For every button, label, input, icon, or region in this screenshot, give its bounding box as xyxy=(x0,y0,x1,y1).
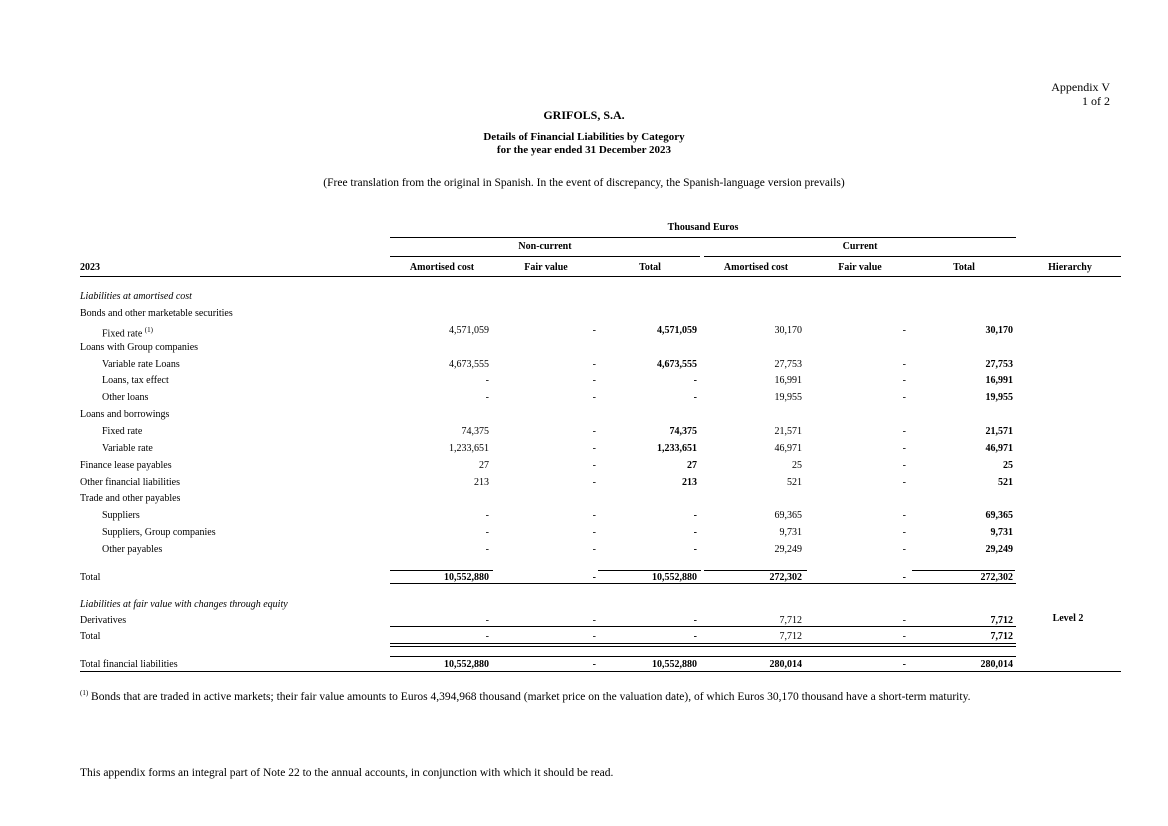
row-label-text: Total xyxy=(80,572,101,583)
table-cell: - xyxy=(592,615,596,626)
divider xyxy=(390,256,700,257)
table-cell: 69,365 xyxy=(985,510,1013,521)
table-cell: - xyxy=(902,375,906,386)
document-title xyxy=(0,131,1168,157)
table-cell: - xyxy=(592,392,596,403)
table-cell: 29,249 xyxy=(985,544,1013,555)
table-cell: - xyxy=(902,572,906,583)
table-cell: - xyxy=(693,375,697,386)
group-loans-borrowings: Loans and borrowings xyxy=(80,409,170,420)
closing-note: This appendix forms an integral part of Note 22 to the annual accounts, in conjunction with which it should be read. xyxy=(80,767,614,779)
row-label-total-fin xyxy=(80,658,178,671)
table-cell: 7,712 xyxy=(779,631,802,642)
table-cell: 9,731 xyxy=(779,527,802,538)
section-amortised-cost: Liabilities at amortised cost xyxy=(80,291,192,302)
table-cell: 10,552,880 xyxy=(652,572,697,583)
table-cell: 1,233,651 xyxy=(657,443,697,454)
table-cell: - xyxy=(485,631,489,642)
footnote-text: Bonds that are traded in active markets; their fair value amounts to Euros 4,394,968 thousand (market price on the valuation date), of which Euros 30,170 thousand have a short-term maturity. xyxy=(88,690,971,703)
table-cell: - xyxy=(902,359,906,370)
divider xyxy=(912,570,1015,571)
table-cell: - xyxy=(902,510,906,521)
col-header-amortised-current: Amortised cost xyxy=(723,262,789,273)
table-cell: - xyxy=(902,659,906,670)
company-name: GRIFOLS, S.A. xyxy=(543,108,625,122)
table-cell: 69,365 xyxy=(774,510,802,521)
table-cell: 16,991 xyxy=(985,375,1013,386)
hierarchy-cell: Level 2 xyxy=(1052,613,1084,624)
appendix-number: Appendix V xyxy=(1051,80,1110,94)
row-label-text: Derivatives xyxy=(80,615,127,626)
row-label-text: Suppliers, Group companies xyxy=(102,527,216,538)
row-label-total-amortised xyxy=(80,571,100,584)
table-cell: 10,552,880 xyxy=(444,572,489,583)
table-cell: - xyxy=(592,477,596,488)
row-label-other-loans xyxy=(102,391,148,404)
table-cell: 46,971 xyxy=(774,443,802,454)
group-bonds: Bonds and other marketable securities xyxy=(80,308,233,319)
group-trade-payables: Trade and other payables xyxy=(80,493,181,504)
table-cell: - xyxy=(693,510,697,521)
col-header-fair-current: Fair value xyxy=(838,262,882,273)
col-header-fair-noncurrent: Fair value xyxy=(524,262,568,273)
table-cell: 46,971 xyxy=(985,443,1013,454)
divider xyxy=(704,570,807,571)
current-header: Current xyxy=(842,241,878,252)
table-cell: - xyxy=(485,544,489,555)
table-cell: 27 xyxy=(687,460,697,471)
row-label-text: Loans, tax effect xyxy=(102,375,169,386)
row-label-derivatives xyxy=(80,614,126,627)
table-cell: - xyxy=(485,527,489,538)
row-label-text: Variable rate xyxy=(102,443,153,454)
appendix-page: 1 of 2 xyxy=(1082,94,1110,108)
row-label-text: Other financial liabilities xyxy=(80,477,180,488)
col-header-amortised-noncurrent: Amortised cost xyxy=(409,262,475,273)
table-cell: - xyxy=(592,375,596,386)
table-cell: - xyxy=(902,460,906,471)
table-cell: - xyxy=(592,510,596,521)
row-label-text: Suppliers xyxy=(102,510,140,521)
row-label-text: Finance lease payables xyxy=(80,460,172,471)
table-cell: - xyxy=(693,615,697,626)
table-cell: - xyxy=(592,527,596,538)
table-cell: - xyxy=(592,544,596,555)
row-label-fixed-rate-bonds xyxy=(102,324,153,340)
group-loans-group: Loans with Group companies xyxy=(80,342,199,353)
table-cell: 21,571 xyxy=(985,426,1013,437)
table-cell: 213 xyxy=(474,477,489,488)
table-cell: - xyxy=(902,544,906,555)
unit-header: Thousand Euros xyxy=(667,222,739,233)
table-cell: 29,249 xyxy=(774,544,802,555)
divider xyxy=(390,583,1016,584)
table-cell: - xyxy=(592,572,596,583)
table-cell: - xyxy=(693,544,697,555)
table-cell: 521 xyxy=(787,477,802,488)
table-cell: - xyxy=(693,631,697,642)
table-cell: - xyxy=(902,615,906,626)
row-label-variable-rate-loans xyxy=(102,358,180,371)
table-cell: - xyxy=(902,443,906,454)
table-cell: - xyxy=(592,426,596,437)
row-label-other-fin xyxy=(80,476,180,489)
table-cell: 19,955 xyxy=(774,392,802,403)
table-cell: 74,375 xyxy=(461,426,489,437)
table-cell: 27,753 xyxy=(985,359,1013,370)
row-label-text: Fixed rate xyxy=(102,328,143,340)
table-cell: 7,712 xyxy=(990,615,1013,626)
table-cell: - xyxy=(693,392,697,403)
divider xyxy=(390,656,1016,657)
divider xyxy=(80,276,1121,277)
row-label-suppliers-group xyxy=(102,526,216,539)
table-cell: 4,673,555 xyxy=(657,359,697,370)
row-label-finance-lease xyxy=(80,459,172,472)
row-footnote-marker: (1) xyxy=(144,326,153,334)
table-cell: 19,955 xyxy=(985,392,1013,403)
row-label-total-fair xyxy=(80,630,100,643)
row-label-loans-tax-effect xyxy=(102,374,169,387)
divider xyxy=(390,643,1016,644)
table-cell: - xyxy=(592,325,596,336)
table-cell: 10,552,880 xyxy=(444,659,489,670)
divider xyxy=(390,646,1016,647)
table-cell: 25 xyxy=(1003,460,1013,471)
row-label-fixed-rate xyxy=(102,425,142,438)
table-cell: - xyxy=(485,615,489,626)
divider xyxy=(598,570,701,571)
title-line-2: for the year ended 31 December 2023 xyxy=(496,144,672,156)
table-cell: - xyxy=(592,659,596,670)
table-cell: - xyxy=(485,375,489,386)
table-cell: - xyxy=(902,392,906,403)
row-label-text: Variable rate Loans xyxy=(102,359,180,370)
table-cell: - xyxy=(592,359,596,370)
row-label-text: Total financial liabilities xyxy=(80,659,178,670)
divider xyxy=(704,256,1121,257)
col-header-total-noncurrent: Total xyxy=(639,262,661,273)
table-cell: 21,571 xyxy=(774,426,802,437)
table-cell: 74,375 xyxy=(669,426,697,437)
table-cell: 7,712 xyxy=(779,615,802,626)
table-cell: 10,552,880 xyxy=(652,659,697,670)
divider xyxy=(390,626,1016,627)
row-label-text: Other payables xyxy=(102,544,163,555)
table-cell: - xyxy=(902,325,906,336)
table-cell: 280,014 xyxy=(769,659,802,670)
table-cell: 9,731 xyxy=(990,527,1013,538)
appendix-label xyxy=(1051,80,1110,108)
table-cell: - xyxy=(902,477,906,488)
col-header-total-current: Total xyxy=(953,262,975,273)
footnote-marker: (1) xyxy=(80,689,89,697)
table-cell: 27 xyxy=(479,460,489,471)
table-cell: 30,170 xyxy=(774,325,802,336)
footnote xyxy=(80,689,970,703)
row-label-text: Total xyxy=(80,631,101,642)
table-cell: 16,991 xyxy=(774,375,802,386)
row-label-variable-rate xyxy=(102,442,153,455)
table-cell: 25 xyxy=(792,460,802,471)
table-cell: 213 xyxy=(682,477,697,488)
table-cell: - xyxy=(902,426,906,437)
title-line-1: Details of Financial Liabilities by Category xyxy=(483,131,685,143)
translation-note: (Free translation from the original in Spanish. In the event of discrepancy, the Spanish-language version prevails) xyxy=(323,177,845,189)
table-cell: 1,233,651 xyxy=(449,443,489,454)
table-cell: - xyxy=(485,392,489,403)
table-cell: - xyxy=(902,527,906,538)
section-fair-value: Liabilities at fair value with changes through equity xyxy=(80,599,288,610)
table-cell: 27,753 xyxy=(774,359,802,370)
table-cell: 30,170 xyxy=(985,325,1013,336)
divider xyxy=(80,671,1121,672)
table-cell: - xyxy=(485,510,489,521)
table-cell: - xyxy=(592,460,596,471)
table-cell: - xyxy=(693,527,697,538)
table-cell: 4,673,555 xyxy=(449,359,489,370)
row-label-text: Other loans xyxy=(102,392,149,403)
row-label-text: Fixed rate xyxy=(102,426,143,437)
divider xyxy=(390,570,493,571)
col-header-hierarchy: Hierarchy xyxy=(1048,262,1092,273)
table-cell: 7,712 xyxy=(990,631,1013,642)
table-cell: 4,571,059 xyxy=(449,325,489,336)
noncurrent-header: Non-current xyxy=(518,241,572,252)
table-cell: 272,302 xyxy=(769,572,802,583)
row-label-suppliers xyxy=(102,509,140,522)
table-cell: 521 xyxy=(998,477,1013,488)
year-header: 2023 xyxy=(80,262,100,273)
table-cell: 272,302 xyxy=(980,572,1013,583)
table-cell: - xyxy=(592,631,596,642)
table-cell: 280,014 xyxy=(980,659,1013,670)
table-cell: - xyxy=(592,443,596,454)
divider xyxy=(390,237,1016,238)
table-cell: - xyxy=(902,631,906,642)
row-label-other-payables xyxy=(102,543,162,556)
table-cell: 4,571,059 xyxy=(657,325,697,336)
